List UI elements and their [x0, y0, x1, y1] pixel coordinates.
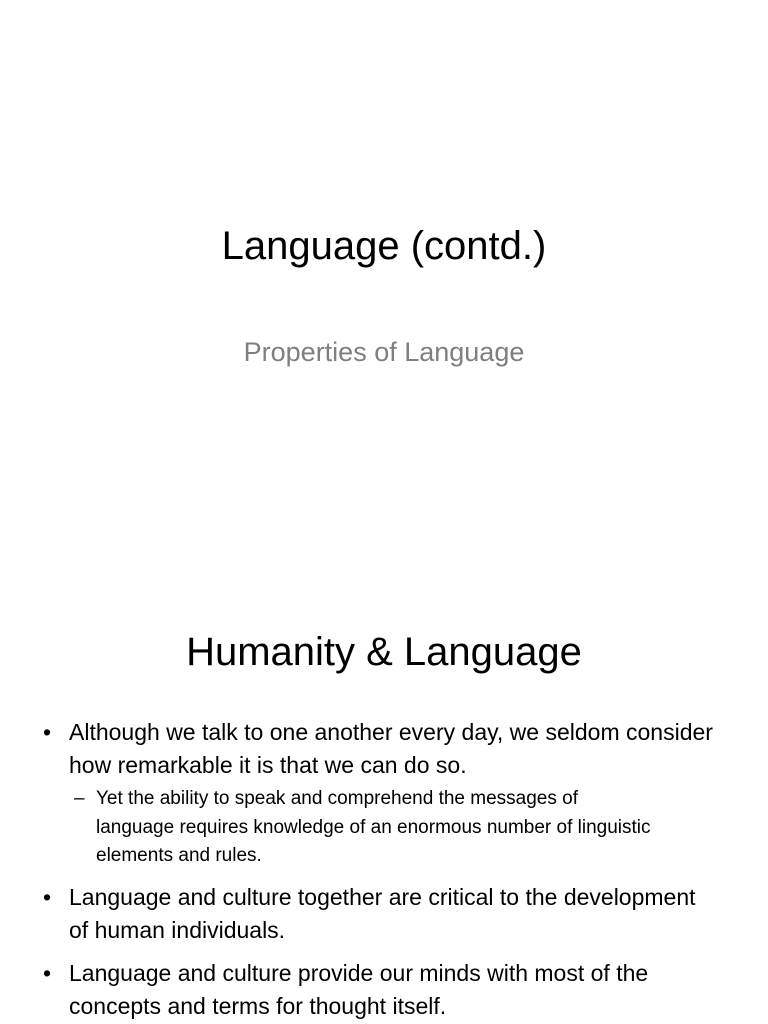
bullet-icon: • — [43, 959, 52, 986]
bullet-item — [0, 957, 768, 1023]
bullet-text: Although we talk to one another every day, we seldom consider how remarkable it is that we can do so. — [69, 719, 713, 778]
bullet-item — [0, 881, 768, 947]
slide-heading: Humanity & Language — [186, 630, 582, 674]
bullet-icon: • — [43, 719, 52, 745]
bullet-text: Language and culture together are critical to the development of human individuals. — [69, 883, 696, 943]
slide-title-heading: Language (contd.) — [221, 224, 547, 268]
slide-humanity-language — [0, 576, 768, 1024]
bullet-text: Language and culture provide our minds with most of the concepts and terms for thought itself. — [69, 959, 649, 1019]
bullet-icon: • — [43, 883, 52, 910]
sub-bullet-text: Yet the ability to speak and comprehend the messages of language requires knowledge of an enormous number of linguistic elements and rules. — [96, 788, 651, 866]
bullet-list — [0, 716, 768, 1024]
sub-bullet-item — [0, 785, 768, 871]
dash-icon: – — [74, 788, 85, 809]
bullet-item — [0, 716, 768, 871]
slide-subtitle: Properties of Language — [243, 337, 525, 367]
